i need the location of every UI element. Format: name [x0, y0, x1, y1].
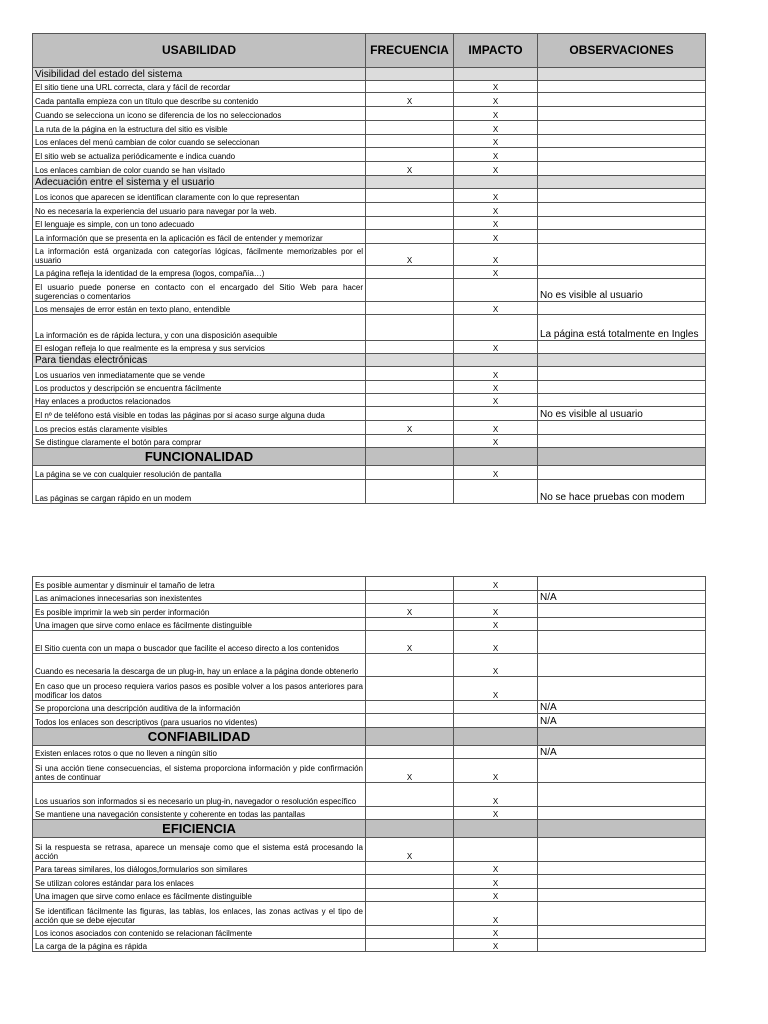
- impact-mark: X: [454, 631, 538, 654]
- frequency-mark: [366, 939, 454, 952]
- criterion-text: La ruta de la página en la estructura del sitio es visible: [33, 121, 366, 135]
- impact-mark: [454, 701, 538, 714]
- empty-cell: [538, 68, 706, 81]
- frequency-mark: [366, 889, 454, 902]
- table-row: [33, 244, 706, 266]
- frequency-mark: [366, 435, 454, 448]
- observation-text: No es visible al usuario: [538, 407, 706, 421]
- observation-text: [538, 135, 706, 148]
- criterion-text: Las páginas se cargan rápido en un modem: [33, 480, 366, 504]
- criterion-text: La página refleja la identidad de la empresa (logos, compañía…): [33, 266, 366, 279]
- impact-mark: X: [454, 148, 538, 162]
- frequency-mark: [366, 466, 454, 480]
- table-row: [33, 203, 706, 217]
- observation-text: [538, 217, 706, 230]
- impact-mark: X: [454, 135, 538, 148]
- observation-text: [538, 394, 706, 407]
- criterion-text: Una imagen que sirve como enlace es fácilmente distinguible: [33, 889, 366, 902]
- frequency-mark: [366, 875, 454, 889]
- table-row: [33, 714, 706, 728]
- frequency-mark: [366, 148, 454, 162]
- table-row: [33, 654, 706, 677]
- table-row: [33, 407, 706, 421]
- frequency-mark: [366, 381, 454, 394]
- empty-cell: [538, 448, 706, 466]
- observation-text: [538, 677, 706, 701]
- criterion-text: Cada pantalla empieza con un título que describe su contenido: [33, 93, 366, 107]
- observation-text: N/A: [538, 746, 706, 759]
- table-row: [33, 746, 706, 759]
- criterion-text: Cuando es necesaria la descarga de un plug-in, hay un enlace a la página donde obtenerlo: [33, 654, 366, 677]
- observation-text: [538, 266, 706, 279]
- frequency-mark: X: [366, 244, 454, 266]
- observation-text: [538, 421, 706, 435]
- criterion-text: Los usuarios son informados si es necesario un plug-in, navegador o resolución específico: [33, 783, 366, 807]
- frequency-mark: [366, 902, 454, 926]
- frequency-mark: [366, 591, 454, 604]
- header-usabilidad: USABILIDAD: [33, 34, 366, 68]
- criterion-text: Se distingue claramente el botón para comprar: [33, 435, 366, 448]
- observation-text: [538, 926, 706, 939]
- table-row: [33, 93, 706, 107]
- impact-mark: [454, 591, 538, 604]
- observation-text: [538, 939, 706, 952]
- impact-mark: [454, 315, 538, 341]
- frequency-mark: [366, 714, 454, 728]
- observation-text: [538, 435, 706, 448]
- empty-cell: [538, 176, 706, 189]
- criterion-text: El sitio web se actualiza periódicamente e indica cuando: [33, 148, 366, 162]
- frequency-mark: X: [366, 631, 454, 654]
- table-row: [33, 217, 706, 230]
- observation-text: N/A: [538, 701, 706, 714]
- criterion-text: Se proporciona una descripción auditiva de la información: [33, 701, 366, 714]
- observation-text: [538, 902, 706, 926]
- observation-text: [538, 107, 706, 121]
- empty-cell: [366, 176, 454, 189]
- frequency-mark: X: [366, 93, 454, 107]
- criterion-text: La información está organizada con categorías lógicas, fácilmente memorizables por el usuario: [33, 244, 366, 266]
- criterion-text: El nº de teléfono está visible en todas las páginas por si acaso surge alguna duda: [33, 407, 366, 421]
- observation-text: [538, 244, 706, 266]
- criterion-text: La información es de rápida lectura, y con una disposición asequible: [33, 315, 366, 341]
- observation-text: [538, 838, 706, 862]
- criterion-text: Los enlaces del menú cambian de color cuando se seleccionan: [33, 135, 366, 148]
- frequency-mark: [366, 341, 454, 354]
- empty-cell: [454, 176, 538, 189]
- header-impacto: IMPACTO: [454, 34, 538, 68]
- table-row: [33, 81, 706, 93]
- impact-mark: X: [454, 203, 538, 217]
- impact-mark: X: [454, 902, 538, 926]
- table-row: [33, 302, 706, 315]
- table-row: [33, 604, 706, 618]
- frequency-mark: [366, 577, 454, 591]
- table-row: [33, 315, 706, 341]
- impact-mark: X: [454, 862, 538, 875]
- observation-text: [538, 807, 706, 820]
- category-row: [33, 448, 706, 466]
- impact-mark: X: [454, 244, 538, 266]
- observation-text: [538, 466, 706, 480]
- impact-mark: X: [454, 889, 538, 902]
- impact-mark: [454, 407, 538, 421]
- criterion-text: Se mantiene una navegación consistente y coherente en todas las pantallas: [33, 807, 366, 820]
- empty-cell: [454, 68, 538, 81]
- observation-text: N/A: [538, 591, 706, 604]
- table-row: [33, 135, 706, 148]
- frequency-mark: [366, 926, 454, 939]
- table-row: [33, 807, 706, 820]
- table-row: [33, 677, 706, 701]
- observation-text: [538, 367, 706, 381]
- observation-text: [538, 341, 706, 354]
- table-row: [33, 279, 706, 302]
- empty-cell: [366, 354, 454, 367]
- table-row: [33, 838, 706, 862]
- impact-mark: X: [454, 421, 538, 435]
- observation-text: [538, 230, 706, 244]
- table-row: [33, 631, 706, 654]
- impact-mark: X: [454, 107, 538, 121]
- table-header-row: [33, 34, 706, 68]
- criterion-text: Si la respuesta se retrasa, aparece un mensaje como que el sistema está procesando la acción: [33, 838, 366, 862]
- category-row: [33, 820, 706, 838]
- category-row: [33, 728, 706, 746]
- frequency-mark: X: [366, 838, 454, 862]
- impact-mark: X: [454, 302, 538, 315]
- empty-cell: [366, 68, 454, 81]
- frequency-mark: [366, 266, 454, 279]
- observation-text: [538, 631, 706, 654]
- category-title: FUNCIONALIDAD: [33, 448, 366, 466]
- impact-mark: X: [454, 926, 538, 939]
- frequency-mark: [366, 121, 454, 135]
- usability-table: [32, 33, 706, 504]
- empty-cell: [538, 820, 706, 838]
- frequency-mark: [366, 279, 454, 302]
- criterion-text: La página se ve con cualquier resolución de pantalla: [33, 466, 366, 480]
- frequency-mark: [366, 394, 454, 407]
- criterion-text: Se identifican fácilmente las figuras, las tablas, los enlaces, las zonas activas y el tipo de acción que se debe ejecutar: [33, 902, 366, 926]
- usability-table-continued: [32, 576, 706, 952]
- table-row: [33, 421, 706, 435]
- observation-text: [538, 759, 706, 783]
- criterion-text: Los productos y descripción se encuentra fácilmente: [33, 381, 366, 394]
- impact-mark: X: [454, 677, 538, 701]
- criterion-text: Cuando se selecciona un icono se diferencia de los no seleccionados: [33, 107, 366, 121]
- table-row: [33, 783, 706, 807]
- table-row: [33, 394, 706, 407]
- observation-text: [538, 203, 706, 217]
- frequency-mark: [366, 701, 454, 714]
- frequency-mark: [366, 618, 454, 631]
- table-row: [33, 862, 706, 875]
- table-row: [33, 939, 706, 952]
- frequency-mark: [366, 367, 454, 381]
- table-row: [33, 367, 706, 381]
- impact-mark: X: [454, 654, 538, 677]
- impact-mark: [454, 746, 538, 759]
- table-row: [33, 875, 706, 889]
- observation-text: [538, 654, 706, 677]
- table-row: [33, 162, 706, 176]
- criterion-text: Hay enlaces a productos relacionados: [33, 394, 366, 407]
- impact-mark: X: [454, 93, 538, 107]
- table-row: [33, 230, 706, 244]
- observation-text: [538, 577, 706, 591]
- frequency-mark: X: [366, 604, 454, 618]
- impact-mark: X: [454, 217, 538, 230]
- impact-mark: X: [454, 466, 538, 480]
- impact-mark: X: [454, 604, 538, 618]
- observation-text: [538, 783, 706, 807]
- header-observaciones: OBSERVACIONES: [538, 34, 706, 68]
- criterion-text: Una imagen que sirve como enlace es fácilmente distinguible: [33, 618, 366, 631]
- empty-cell: [366, 728, 454, 746]
- section-row: [33, 354, 706, 367]
- criterion-text: En caso que un proceso requiera varios pasos es posible volver a los pasos anteriores para modificar los datos: [33, 677, 366, 701]
- table-row: [33, 701, 706, 714]
- criterion-text: El usuario puede ponerse en contacto con el encargado del Sitio Web para hacer sugerencias o comentarios: [33, 279, 366, 302]
- frequency-mark: [366, 230, 454, 244]
- empty-cell: [366, 448, 454, 466]
- impact-mark: [454, 838, 538, 862]
- table-row: [33, 618, 706, 631]
- frequency-mark: [366, 677, 454, 701]
- table-row: [33, 381, 706, 394]
- observation-text: No es visible al usuario: [538, 279, 706, 302]
- impact-mark: X: [454, 189, 538, 203]
- table-row: [33, 591, 706, 604]
- observation-text: [538, 875, 706, 889]
- impact-mark: X: [454, 341, 538, 354]
- empty-cell: [454, 354, 538, 367]
- criterion-text: Es posible imprimir la web sin perder información: [33, 604, 366, 618]
- impact-mark: X: [454, 230, 538, 244]
- criterion-text: Es posible aumentar y disminuir el tamaño de letra: [33, 577, 366, 591]
- table-row: [33, 480, 706, 504]
- table-row: [33, 341, 706, 354]
- table-row: [33, 466, 706, 480]
- observation-text: [538, 889, 706, 902]
- frequency-mark: [366, 783, 454, 807]
- section-title: Para tiendas electrónicas: [33, 354, 366, 367]
- table-row: [33, 121, 706, 135]
- table-row: [33, 577, 706, 591]
- criterion-text: El sitio tiene una URL correcta, clara y fácil de recordar: [33, 81, 366, 93]
- impact-mark: X: [454, 394, 538, 407]
- criterion-text: Las animaciones innecesarias son inexistentes: [33, 591, 366, 604]
- impact-mark: X: [454, 121, 538, 135]
- criterion-text: La carga de la página es rápida: [33, 939, 366, 952]
- table-row: [33, 902, 706, 926]
- table-row: [33, 107, 706, 121]
- table-row: [33, 189, 706, 203]
- table-row: [33, 759, 706, 783]
- observation-text: [538, 618, 706, 631]
- impact-mark: X: [454, 367, 538, 381]
- impact-mark: X: [454, 875, 538, 889]
- frequency-mark: [366, 315, 454, 341]
- criterion-text: Los mensajes de error están en texto plano, entendible: [33, 302, 366, 315]
- category-title: EFICIENCIA: [33, 820, 366, 838]
- criterion-text: Se utilizan colores estándar para los enlaces: [33, 875, 366, 889]
- frequency-mark: [366, 746, 454, 759]
- observation-text: [538, 302, 706, 315]
- frequency-mark: [366, 81, 454, 93]
- table-row: [33, 926, 706, 939]
- table-row: [33, 435, 706, 448]
- criterion-text: Los usuarios ven inmediatamente que se vende: [33, 367, 366, 381]
- impact-mark: X: [454, 759, 538, 783]
- frequency-mark: [366, 407, 454, 421]
- impact-mark: X: [454, 381, 538, 394]
- observation-text: [538, 381, 706, 394]
- section-row: [33, 176, 706, 189]
- frequency-mark: [366, 862, 454, 875]
- observation-text: [538, 121, 706, 135]
- frequency-mark: [366, 217, 454, 230]
- observation-text: [538, 162, 706, 176]
- frequency-mark: [366, 302, 454, 315]
- impact-mark: [454, 714, 538, 728]
- impact-mark: X: [454, 618, 538, 631]
- empty-cell: [454, 820, 538, 838]
- observation-text: [538, 862, 706, 875]
- observation-text: [538, 189, 706, 203]
- table-row: [33, 266, 706, 279]
- frequency-mark: [366, 203, 454, 217]
- frequency-mark: [366, 135, 454, 148]
- impact-mark: X: [454, 939, 538, 952]
- impact-mark: X: [454, 783, 538, 807]
- frequency-mark: X: [366, 759, 454, 783]
- table-row: [33, 889, 706, 902]
- criterion-text: Los precios estás claramente visibles: [33, 421, 366, 435]
- frequency-mark: X: [366, 421, 454, 435]
- section-title: Visibilidad del estado del sistema: [33, 68, 366, 81]
- impact-mark: [454, 279, 538, 302]
- frequency-mark: [366, 480, 454, 504]
- criterion-text: Para tareas similares, los diálogos,formularios son similares: [33, 862, 366, 875]
- empty-cell: [538, 728, 706, 746]
- criterion-text: Si una acción tiene consecuencias, el sistema proporciona información y pide confirmación antes de continuar: [33, 759, 366, 783]
- observation-text: [538, 81, 706, 93]
- criterion-text: El Sitio cuenta con un mapa o buscador que facilite el acceso directo a los contenidos: [33, 631, 366, 654]
- criterion-text: La información que se presenta en la aplicación es fácil de entender y memorizar: [33, 230, 366, 244]
- empty-cell: [538, 354, 706, 367]
- criterion-text: El lenguaje es simple, con un tono adecuado: [33, 217, 366, 230]
- frequency-mark: [366, 807, 454, 820]
- frequency-mark: [366, 107, 454, 121]
- impact-mark: X: [454, 807, 538, 820]
- header-frecuencia: FRECUENCIA: [366, 34, 454, 68]
- criterion-text: Existen enlaces rotos o que no lleven a ningún sitio: [33, 746, 366, 759]
- impact-mark: X: [454, 266, 538, 279]
- impact-mark: [454, 480, 538, 504]
- category-title: CONFIABILIDAD: [33, 728, 366, 746]
- observation-text: No se hace pruebas con modem: [538, 480, 706, 504]
- impact-mark: X: [454, 81, 538, 93]
- observation-text: [538, 93, 706, 107]
- observation-text: [538, 604, 706, 618]
- criterion-text: No es necesaria la experiencia del usuario para navegar por la web.: [33, 203, 366, 217]
- empty-cell: [454, 448, 538, 466]
- criterion-text: Los iconos que aparecen se identifican claramente con lo que representan: [33, 189, 366, 203]
- table-row: [33, 148, 706, 162]
- criterion-text: Los enlaces cambian de color cuando se han visitado: [33, 162, 366, 176]
- frequency-mark: X: [366, 162, 454, 176]
- empty-cell: [454, 728, 538, 746]
- section-title: Adecuación entre el sistema y el usuario: [33, 176, 366, 189]
- frequency-mark: [366, 189, 454, 203]
- observation-text: N/A: [538, 714, 706, 728]
- empty-cell: [366, 820, 454, 838]
- observation-text: La página está totalmente en Ingles: [538, 315, 706, 341]
- criterion-text: El eslogan refleja lo que realmente es la empresa y sus servicios: [33, 341, 366, 354]
- observation-text: [538, 148, 706, 162]
- impact-mark: X: [454, 577, 538, 591]
- frequency-mark: [366, 654, 454, 677]
- criterion-text: Todos los enlaces son descriptivos (para usuarios no videntes): [33, 714, 366, 728]
- impact-mark: X: [454, 435, 538, 448]
- impact-mark: X: [454, 162, 538, 176]
- criterion-text: Los iconos asociados con contenido se relacionan fácilmente: [33, 926, 366, 939]
- section-row: [33, 68, 706, 81]
